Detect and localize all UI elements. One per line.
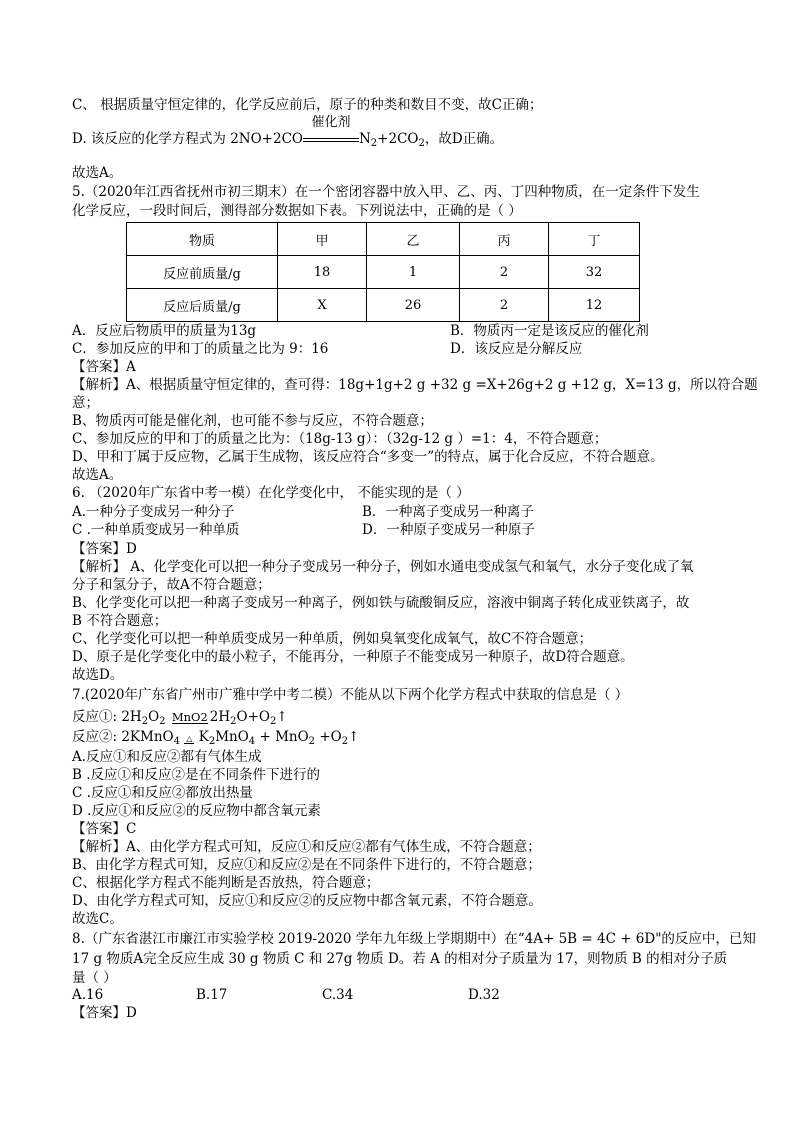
heat-symbol: △ <box>186 734 193 743</box>
table-row <box>127 256 640 289</box>
subscript: 2 <box>308 736 316 747</box>
q5-answer: 【答案】A <box>72 359 136 375</box>
gas-arrow-icon: ↑ <box>276 709 288 725</box>
table-cell: 12 <box>549 289 640 322</box>
q5-explanation-1: 【解析】A、根据质量守恒定律的，查可得：18g+1g+2 g +32 g =X+26g+2 g +12 g，X=13 g，所以符合题 <box>72 377 758 393</box>
q7-reaction-1 <box>72 708 288 726</box>
table-cell: 反应前质量/g <box>127 256 278 289</box>
table-header-cell: 丁 <box>549 223 640 256</box>
q5-option-b: B．物质丙一定是该反应的催化剂 <box>450 323 649 339</box>
table-cell: 26 <box>367 289 460 322</box>
heat-condition-icon <box>184 730 194 748</box>
table-cell: 反应后质量/g <box>127 289 278 322</box>
option-d-explanation <box>72 115 504 149</box>
q6-answer: 【答案】D <box>72 541 137 557</box>
q7-explanation-3: C、根据化学方程式不能判断是否放热，符合题意； <box>72 875 380 891</box>
reaction-1-reactant: 反应①: 2H <box>72 709 142 725</box>
mno2-condition <box>170 708 210 726</box>
subscript: 2 <box>418 138 425 149</box>
q8-answer: 【答案】D <box>72 1005 137 1021</box>
q5-stem-1: 5.（2020年江西省抚州市初三期末）在一个密闭容器中放入甲、乙、丙、丁四种物质，在一定条件下发生 <box>72 184 700 200</box>
q7-option-a: A.反应①和反应②都有气体生成 <box>72 749 262 765</box>
q7-stem: 7.(2020年广东省广州市广雅中学中考二模）不能从以下两个化学方程式中获取的信息是（ ） <box>72 687 629 703</box>
q5-options-row-2 <box>72 340 722 358</box>
q6-stem: 6. （2020年广东省中考一模）在化学变化中， 不能实现的是（ ） <box>72 485 470 501</box>
q7-explanation-1: 【解析】A、由化学方程式可知，反应①和反应②都有气体生成，不符合题意； <box>72 839 541 855</box>
q5-stem-2: 化学反应，一段时间后，测得部分数据如下表。下列说法中，正确的是（ ） <box>72 203 522 219</box>
reaction-2-reactant: 反应②: 2KMnO <box>72 729 174 745</box>
q5-option-c: C．参加反应的甲和丁的质量之比为 9：16 <box>72 341 329 357</box>
q6-options-row-2 <box>72 521 722 539</box>
q6-explanation-1: 【解析】 A、化学变化可以把一种分子变成另一种分子，例如水通电变成氢气和氧气，水分子变化成了氧 <box>72 559 694 575</box>
q8-stem-3: 量（ ） <box>72 970 117 986</box>
q5-explanation-4: D、甲和丁属于反应物，乙属于生成物，该反应符合“多变一”的特点，属于化合反应，不符合题意。 <box>72 449 664 465</box>
q6-explanation-4: D、原子是化学变化中的最小粒子，不能再分，一种原子不能变成另一种原子，故D符合题意。 <box>72 649 634 665</box>
subscript: 2 <box>370 138 378 149</box>
q5-option-a: A．反应后物质甲的质量为13g <box>72 323 257 339</box>
table-header-cell: 乙 <box>367 223 460 256</box>
subscript: 2 <box>208 736 216 747</box>
subscript: 2 <box>159 716 166 727</box>
q6-options-row-1 <box>72 503 722 521</box>
q5-explanation-3: C、参加反应的甲和丁的质量之比为：（18g-13 g）：（32g-12 g ）=1：4，不符合题意； <box>72 431 608 447</box>
equation-prefix: D. 该反应的化学方程式为 2NO+2CO <box>72 131 303 147</box>
q7-option-d: D .反应①和反应②的反应物中都含氧元素 <box>72 803 321 819</box>
reaction-1-reactant-o: O <box>148 709 160 725</box>
q6-explanation-3: C、化学变化可以把一种单质变成另一种单质，例如臭氧变化成氧气，故C不符合题意； <box>72 631 593 647</box>
q6-option-a: A.一种分子变成另一种分子 <box>72 504 235 520</box>
table-cell: 32 <box>549 256 640 289</box>
q5-options-row-1 <box>72 322 722 340</box>
product-co: +2CO <box>377 131 419 147</box>
q7-answer: 【答案】C <box>72 821 137 837</box>
table-cell: X <box>278 289 367 322</box>
subscript: 2 <box>269 716 277 727</box>
reaction-2-product-c: + MnO <box>255 729 309 745</box>
table-cell: 1 <box>367 256 460 289</box>
q5-explanation-2: B、物质丙可能是催化剂，也可能不参与反应，不符合题意； <box>72 413 433 429</box>
option-c-explanation: C、 根据质量守恒定律的，化学反应前后，原子的种类和数目不变，故C正确； <box>72 97 543 113</box>
q7-conclusion: 故选C。 <box>72 911 123 927</box>
q7-reaction-2 <box>72 728 359 748</box>
q6-explanation-2b: B 不符合题意； <box>72 613 168 629</box>
subscript: 4 <box>248 736 256 747</box>
reaction-1-product: 2H <box>209 709 231 725</box>
table-cell: 2 <box>460 289 549 322</box>
reaction-2-product: K <box>198 729 209 745</box>
q8-option-a: A.16 <box>72 987 104 1003</box>
subscript: 2 <box>141 716 149 727</box>
q8-option-d: D.32 <box>468 987 500 1003</box>
table-header-row <box>127 223 640 256</box>
conclusion: 故选A。 <box>72 165 123 181</box>
q8-option-c: C.34 <box>322 987 354 1003</box>
catalyst-condition <box>303 115 359 148</box>
table-row <box>127 289 640 322</box>
q7-explanation-2: B、由化学方程式可知，反应①和反应②是在不同条件下进行的，不符合题意； <box>72 857 541 873</box>
q5-conclusion: 故选A。 <box>72 467 123 483</box>
q8-options-row <box>72 986 722 1004</box>
q6-explanation-1b: 分子和氢分子，故A不符合题意； <box>72 577 271 593</box>
equals-bar <box>303 138 359 142</box>
q6-option-c: C .一种单质变成另一种单质 <box>72 522 240 538</box>
q7-option-c: C .反应①和反应②都放出热量 <box>72 785 253 801</box>
reaction-1-product-2: O+O <box>236 709 270 725</box>
q6-option-d: D．一种原子变成另一种原子 <box>362 522 535 538</box>
q8-stem-2: 17 g 物质A完全反应生成 30 g 物质 C 和 27g 物质 D。若 A 的相对分子质量为 17，则物质 B 的相对分子质 <box>72 951 728 967</box>
q6-conclusion: 故选D。 <box>72 667 124 683</box>
table-cell: 18 <box>278 256 367 289</box>
q6-option-b: B．一种离子变成另一种离子 <box>362 504 534 520</box>
catalyst-label: MnO2 <box>171 710 208 724</box>
table-header-cell: 丙 <box>460 223 549 256</box>
subscript: 2 <box>341 736 349 747</box>
equation-suffix: ，故D正确。 <box>424 131 504 147</box>
q7-option-b: B .反应①和反应②是在不同条件下进行的 <box>72 767 321 783</box>
q5-data-table <box>126 222 640 322</box>
reaction-2-product-b: MnO <box>215 729 249 745</box>
q8-option-b: B.17 <box>196 987 228 1003</box>
subscript: 4 <box>173 736 180 747</box>
table-cell: 2 <box>460 256 549 289</box>
q6-explanation-2: B、化学变化可以把一种离子变成另一种离子，例如铁与硫酸铜反应，溶液中铜离子转化成亚铁离子，故 <box>72 595 690 611</box>
table-header-cell: 甲 <box>278 223 367 256</box>
q8-stem-1: 8.（广东省湛江市廉江市实验学校 2019-2020 学年九年级上学期期中）在“4A+ 5B = 4C + 6D"的反应中，已知 <box>72 931 756 947</box>
catalyst-label: 催化剂 <box>311 115 351 130</box>
q5-option-d: D．该反应是分解反应 <box>450 341 583 357</box>
product-n: N <box>358 131 371 147</box>
q7-explanation-4: D、由化学方程式可知，反应①和反应②的反应物中都含氧元素，不符合题意。 <box>72 893 542 909</box>
reaction-2-product-d: +O <box>315 729 342 745</box>
q5-explanation-1b: 意； <box>72 395 99 411</box>
subscript: 2 <box>230 716 237 727</box>
gas-arrow-icon: ↑ <box>348 729 360 745</box>
table-header-cell: 物质 <box>127 223 278 256</box>
